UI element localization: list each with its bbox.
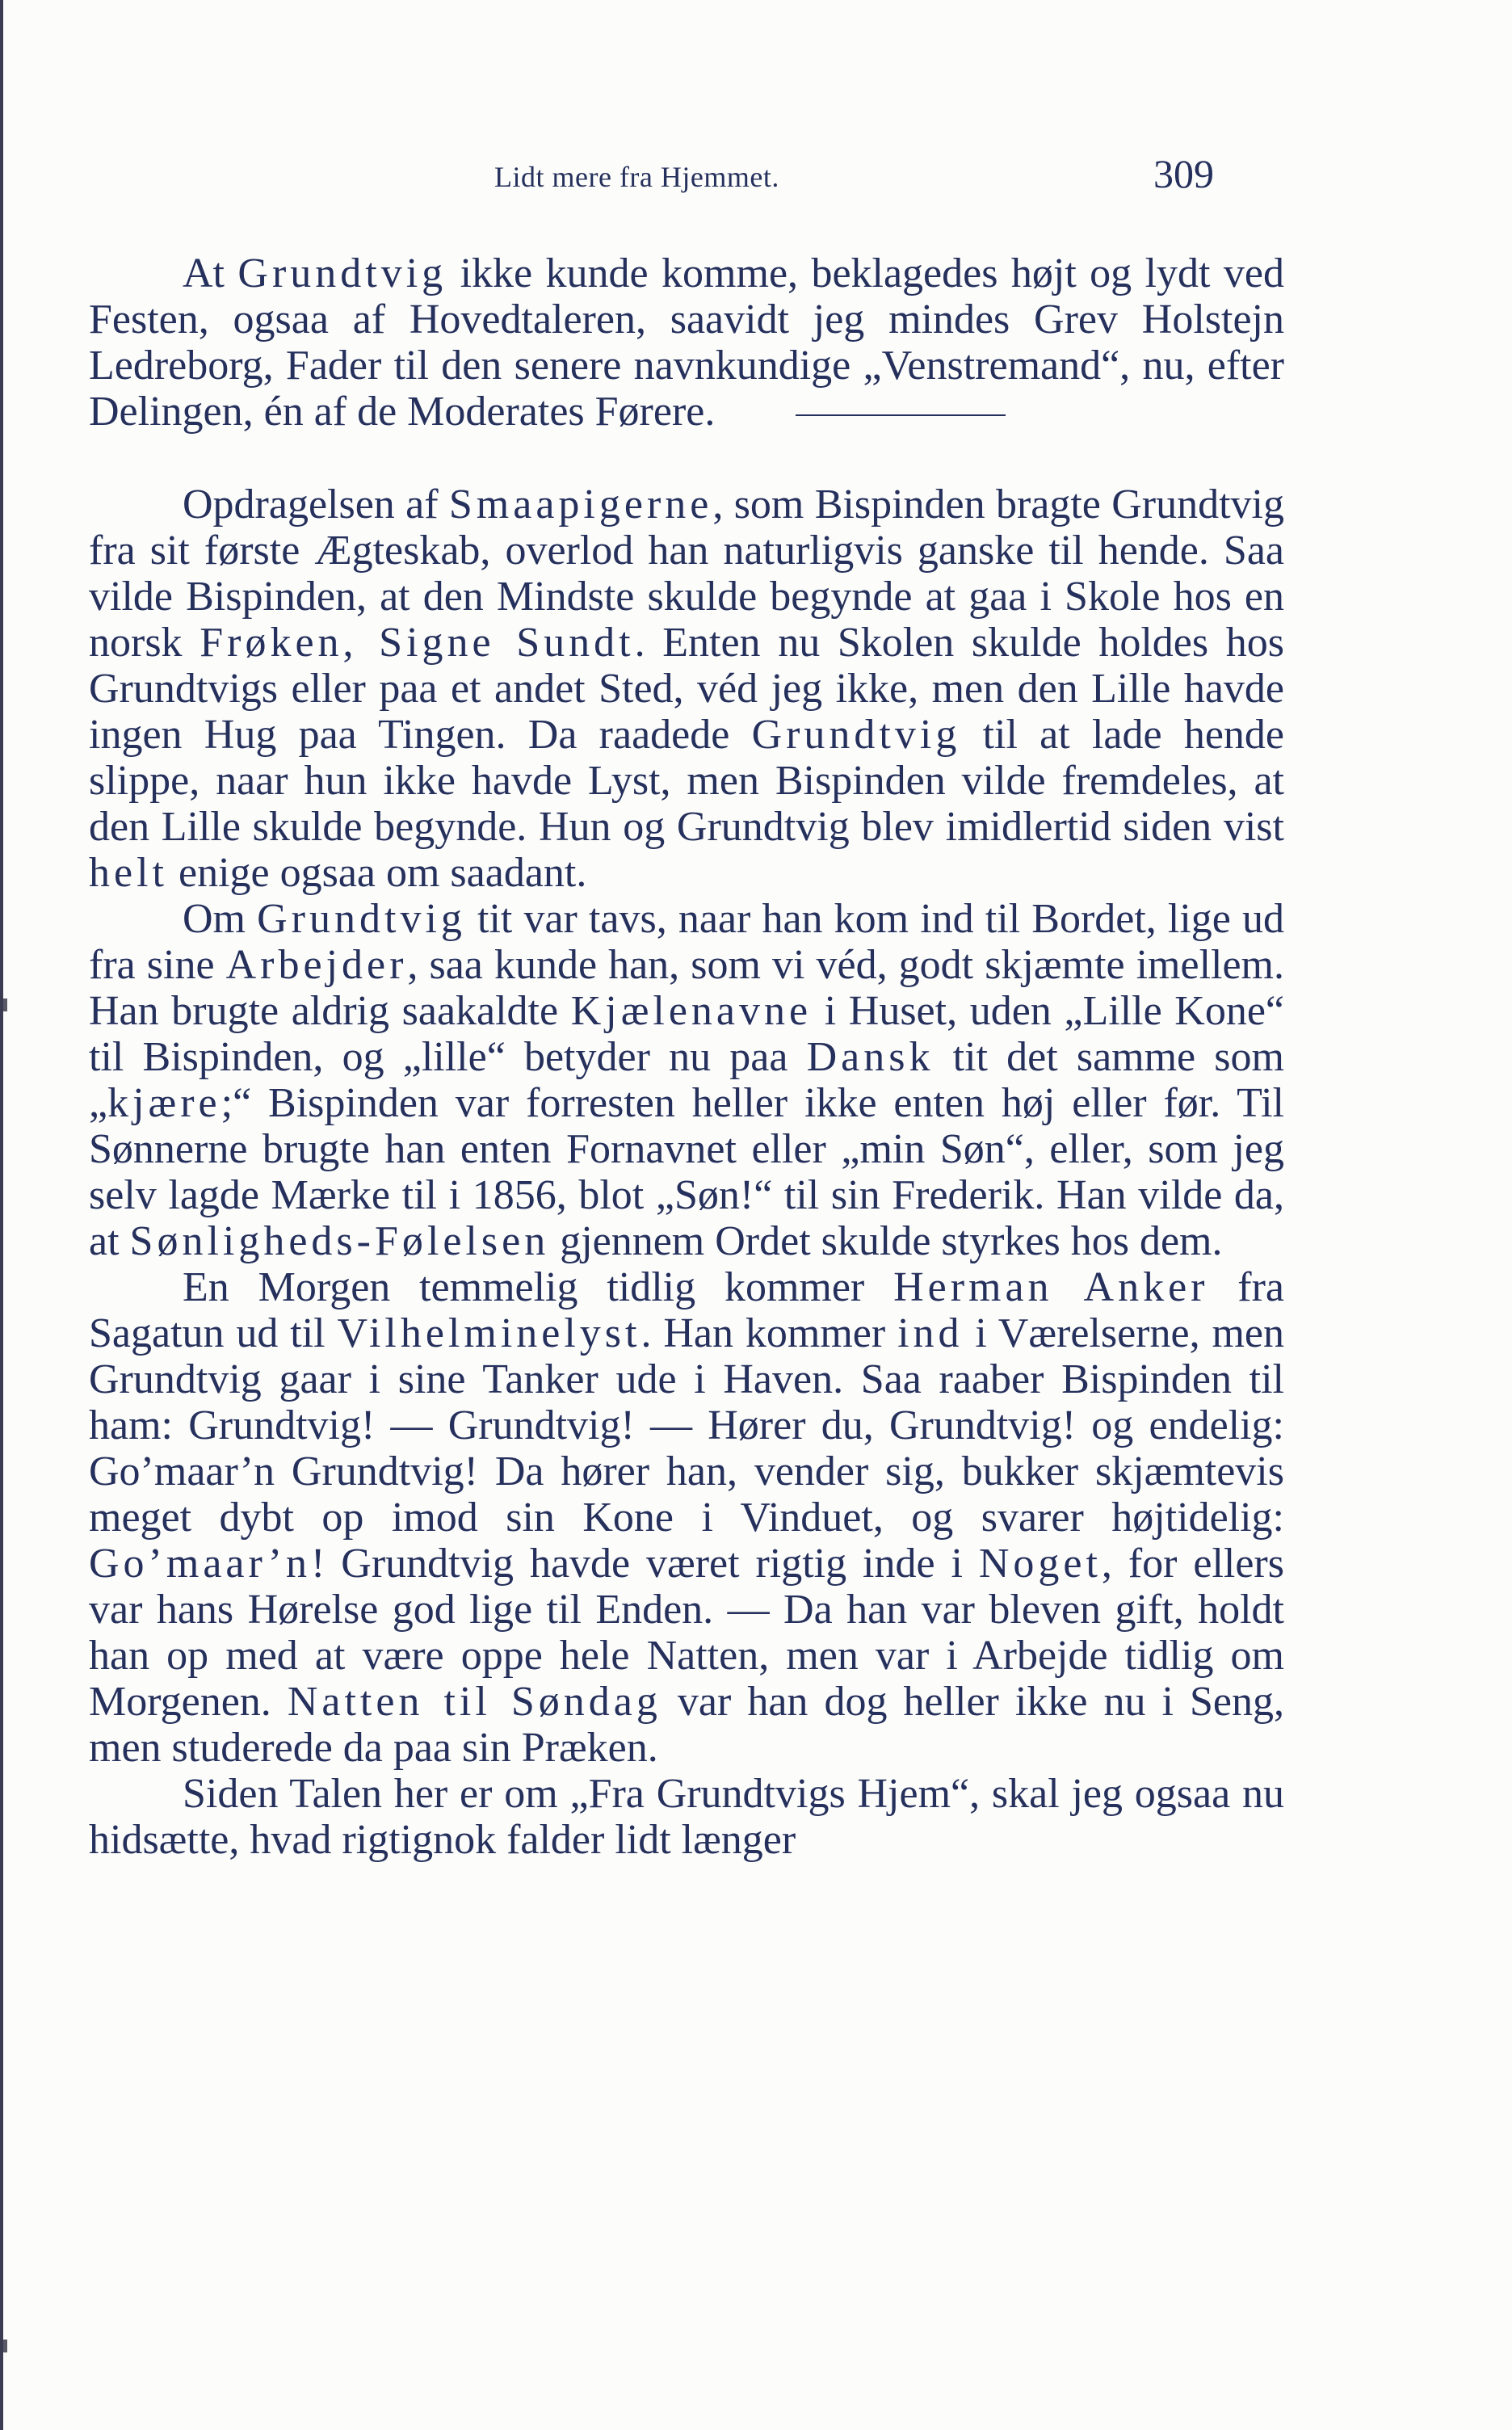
paragraph <box>89 1771 1284 1863</box>
text-run: til at lade hende slippe, naar hun ikke havde Lyst, men Bispinden vilde fremdeles, at den Lille skulde begynde. Hun og Grundtvig blev imidlertid siden vist <box>89 712 1284 850</box>
text-run: gjennem Ordet skulde styrkes hos dem. <box>549 1218 1223 1264</box>
paragraph <box>89 1264 1284 1771</box>
spaced-text: Frøken, Signe Sundt <box>200 620 635 666</box>
text-run: i Værelserne, men Grundtvig gaar i sine Tanker ude i Haven. Saa raaber Bispinden til ham: Grundtvig! — Grundtvig! — Hører du, Grundtvig! og endelig: Go’maar’n Grundtvig! Da hører han, vender sig, bukker skjæmtevis meget dybt op imod sin Kone i Vinduet, og svarer højtidelig: <box>89 1310 1284 1541</box>
text-run: , som Bispinden bragte Grundtvig fra sit første Ægteskab, overlod han naturligvis ganske til hende. Saa vilde Bispinden, at den Mindste skulde begynde at gaa i Skole hos en norsk <box>89 481 1284 666</box>
spaced-text: Grundtvig <box>237 250 447 296</box>
spaced-text: Grundtvig <box>257 896 466 942</box>
spaced-text: Kjælenavne <box>570 988 813 1034</box>
page-edge-mark <box>3 2340 7 2352</box>
text-run: Opdragelsen af <box>183 481 449 528</box>
page-edge <box>0 0 3 2430</box>
text-run: , saa kunde han, som vi véd, godt skjæmte imellem. Han brugte aldrig saakaldte <box>89 942 1285 1034</box>
spaced-text: Natten til Søndag <box>287 1679 662 1725</box>
paragraph <box>89 896 1284 1264</box>
text-run: Om <box>183 896 258 942</box>
page-number: 309 <box>1153 151 1214 196</box>
text-run: . Enten nu Skolen skulde holdes hos Grundtvigs eller paa et andet Sted, véd jeg ikke, men den Lille havde ingen Hug paa Tingen. Da raadede <box>89 620 1284 758</box>
text-run: En Morgen temmelig tidlig kommer <box>183 1264 894 1310</box>
spaced-text: helt <box>89 850 168 896</box>
spaced-text: ind <box>897 1310 964 1356</box>
spaced-text: Go’maar’n <box>89 1541 312 1587</box>
page-edge-mark <box>3 998 7 1011</box>
paragraph <box>89 250 1284 435</box>
text-run: tit det samme som „ <box>89 1034 1284 1126</box>
spaced-text: kjære <box>107 1080 221 1126</box>
spaced-text: Herman Anker <box>893 1264 1209 1310</box>
text-run: Siden Talen her er om „Fra Grundtvigs Hjem“, skal jeg ogsaa nu hidsætte, hvad rigtignok falder lidt længer <box>89 1771 1284 1863</box>
spaced-text: Sønligheds-Følelsen <box>129 1218 550 1264</box>
spaced-text: Arbejder <box>225 942 408 988</box>
running-head: Lidt mere fra Hjemmet. <box>494 161 779 193</box>
text-run: enige ogsaa om saadant. <box>167 850 587 896</box>
text-run: i Huset, uden „Lille Kone“ til Bispinden, og „lille“ betyder nu paa <box>89 988 1284 1080</box>
page-header <box>0 145 1512 202</box>
text-run: , for ellers var hans Hørelse god lige til Enden. — Da han var bleven gift, holdt han op med at være oppe hele Natten, men var i Arbejde tidlig om Morgenen. <box>89 1541 1284 1725</box>
text-run: ! Grundtvig havde været rigtig inde i <box>311 1541 979 1587</box>
text-run: ikke kunde komme, beklagedes højt og lydt ved Festen, ogsaa af Hovedtaleren, saavidt jeg mindes Grev Holstejn Ledreborg, Fader til den senere navnkundige „Venstremand“, nu, efter Delingen, én af de Moderates Førere. <box>89 250 1284 435</box>
section-rule <box>796 414 1006 416</box>
paragraph <box>89 481 1284 896</box>
spaced-text: Dansk <box>806 1034 934 1080</box>
spaced-text: Grundtvig <box>751 712 961 758</box>
text-run: At <box>183 250 238 296</box>
text-run: var han dog heller ikke nu i Seng, men studerede da paa sin Præken. <box>89 1679 1284 1771</box>
spaced-text: Vilhelminelyst <box>337 1310 641 1356</box>
body-text <box>89 250 1284 1863</box>
text-run: . Han kommer <box>640 1310 898 1356</box>
text-run: tit var tavs, naar han kom ind til Bordet, lige ud fra sine <box>89 896 1285 988</box>
text-run: ;“ Bispinden var forresten heller ikke enten høj eller før. Til Sønnerne brugte han enten Fornavnet eller „min Søn“, eller, som jeg selv lagde Mærke til i 1856, blot „Søn!“ til sin Frederik. Han vilde da, at <box>89 1080 1284 1264</box>
text-run: fra Sagatun ud til <box>89 1264 1285 1356</box>
spaced-text: Noget <box>978 1541 1102 1587</box>
spaced-text: Smaapigerne <box>448 481 713 528</box>
